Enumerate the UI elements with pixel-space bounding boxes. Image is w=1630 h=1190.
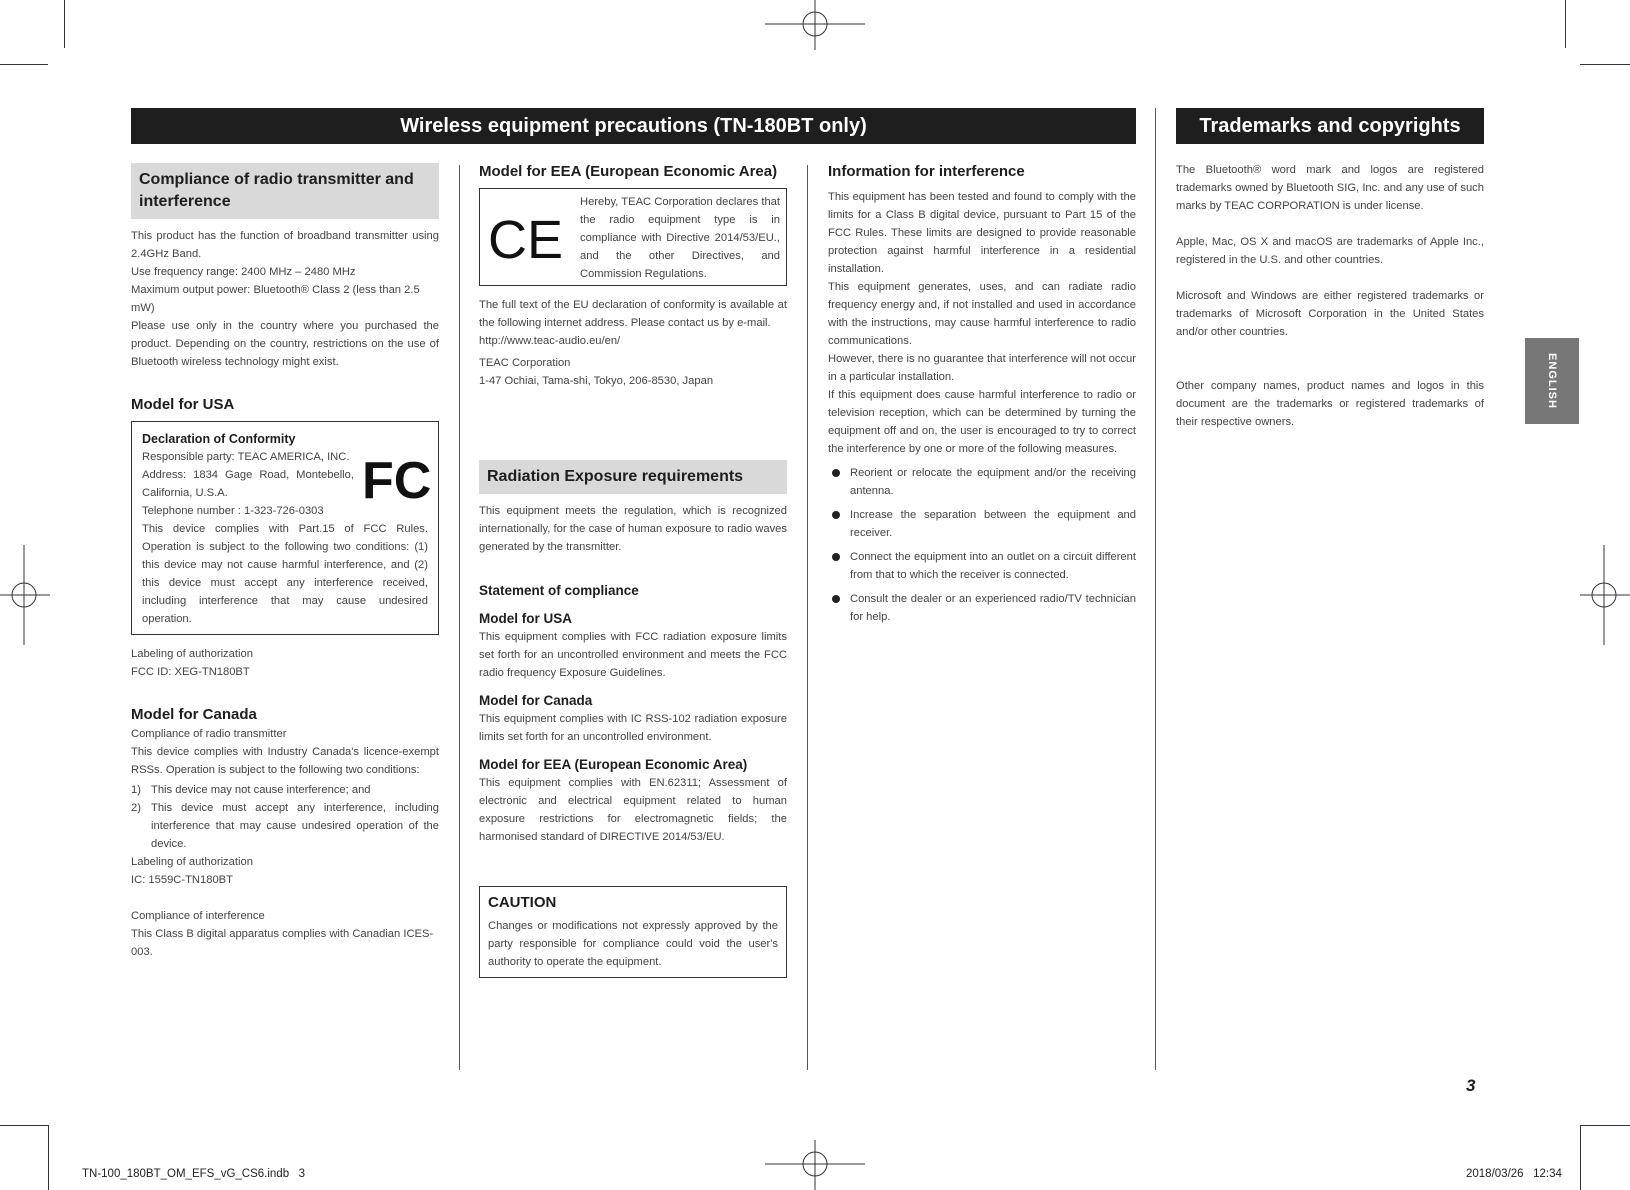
- declaration-box: [131, 421, 439, 635]
- section-title-wireless: Wireless equipment precautions (TN-180BT only): [131, 108, 1136, 144]
- registration-mark-top: [760, 0, 870, 50]
- caution-box: [479, 886, 787, 978]
- column-divider: [807, 165, 808, 1070]
- canada-heading-2: Model for Canada: [479, 693, 593, 708]
- measure-text: Connect the equipment into an outlet on a circuit different from that to which the receiver is connected.: [850, 551, 1136, 581]
- bullet-icon: [832, 553, 840, 561]
- address: Address: 1834 Gage Road, Montebello, California, U.S.A.: [142, 469, 354, 499]
- labeling-authorization-2: Labeling of authorization: [131, 856, 253, 868]
- trademark-apple: Apple, Mac, OS X and macOS are trademarks of Apple Inc., registered in the U.S. and other countries.: [1176, 236, 1484, 266]
- crop-mark: [0, 64, 48, 65]
- list-number: 2): [131, 802, 141, 814]
- radiation-heading: Radiation Exposure requirements: [479, 460, 787, 494]
- measure-text: Reorient or relocate the equipment and/or the receiving antenna.: [850, 467, 1136, 497]
- crop-mark: [1565, 0, 1566, 48]
- telephone: Telephone number : 1-323-726-0303: [142, 505, 324, 517]
- radiation-text: This equipment meets the regulation, which is recognized internationally, for the case of human exposure to radio waves generated by the transmitter.: [479, 505, 787, 553]
- column-divider: [459, 165, 460, 1070]
- trademark-microsoft: Microsoft and Windows are either registered trademarks or trademarks of Microsoft Corporation in the United States and/or other countries.: [1176, 290, 1484, 338]
- footer-timestamp: 2018/03/26 12:34: [1466, 1168, 1562, 1180]
- bullet-icon: [832, 511, 840, 519]
- full-text-note: The full text of the EU declaration of conformity is available at the following internet address. Please contact us by e-mail.: [479, 299, 787, 329]
- fcc-id: FCC ID: XEG-TN180BT: [131, 666, 250, 678]
- fcc-logo-text: FC: [362, 452, 432, 506]
- trademark-other: Other company names, product names and logos in this document are the trademarks or registered trademarks of their respective owners.: [1176, 380, 1484, 428]
- usa-heading-2: Model for USA: [479, 611, 572, 626]
- crop-mark: [64, 0, 65, 48]
- registration-mark-right: [1580, 545, 1630, 645]
- hereby-text: Hereby, TEAC Corporation declares that the radio equipment type is in compliance with Directive 2014/53/EU., and the other Directives, and Commission Regulations.: [580, 196, 780, 280]
- ce-logo-text: CE: [488, 210, 564, 268]
- trademark-bluetooth: The Bluetooth® word mark and logos are registered trademarks owned by Bluetooth SIG, Inc. and any use of such marks by TEAC CORPORATION is under license.: [1176, 164, 1484, 212]
- fcc-complies-text: This device complies with Part.15 of FCC Rules. Operation is subject to the following two conditions: (1) this device may not cause harmful interference, and (2) this device must accept any interference received, including interference that may cause undesired operation.: [142, 523, 428, 625]
- language-tab: [1525, 338, 1579, 424]
- compliance-interference-heading: Compliance of interference: [131, 910, 265, 922]
- interference-p1: This equipment has been tested and found to comply with the limits for a Class B digital device, pursuant to Part 15 of the FCC Rules. These limits are designed to provide reasonable protection against harmful interference in a residential installation.: [828, 191, 1136, 275]
- ce-logo: [486, 193, 572, 283]
- measure-text: Increase the separation between the equipment and receiver.: [850, 509, 1136, 539]
- canada-text: This device complies with Industry Canada's licence-exempt RSSs. Operation is subject to the following two conditions:: [131, 746, 439, 776]
- canada-heading: Model for Canada: [131, 706, 257, 723]
- crop-mark: [1580, 1125, 1581, 1190]
- compliance-heading: Compliance of radio transmitter and interference: [131, 163, 439, 219]
- column-divider: [1155, 108, 1156, 1070]
- interference-heading: Information for interference: [828, 163, 1025, 180]
- please-text: Please use only in the country where you purchased the product. Depending on the country, restrictions on the use of Bluetooth wireless technology might exist.: [131, 320, 439, 368]
- eea-heading-2: Model for EEA (European Economic Area): [479, 757, 748, 772]
- footer-filename: TN-100_180BT_OM_EFS_vG_CS6.indb 3: [82, 1168, 306, 1180]
- ic-id: IC: 1559C-TN180BT: [131, 874, 233, 886]
- section-title-trademarks: Trademarks and copyrights: [1176, 108, 1484, 144]
- responsible-party: Responsible party: TEAC AMERICA, INC.: [142, 451, 350, 463]
- column-4: [1176, 161, 1484, 431]
- caution-heading: CAUTION: [488, 894, 557, 911]
- bullet-icon: [832, 595, 840, 603]
- measure-item: [828, 464, 1136, 500]
- statement-heading: Statement of compliance: [479, 583, 639, 598]
- crop-mark: [0, 1125, 48, 1126]
- interference-p2: This equipment generates, uses, and can radiate radio frequency energy and, if not installed and used in accordance with the instructions, may cause harmful interference to radio communications.: [828, 281, 1136, 347]
- language-tab-label: ENGLISH: [1546, 353, 1558, 409]
- power-text: Maximum output power: Bluetooth® Class 2 (less than 2.5 mW): [131, 284, 420, 314]
- frequency-text: Use frequency range: 2400 MHz – 2480 MHz: [131, 266, 356, 278]
- crop-mark: [48, 1125, 49, 1190]
- list-text: This device may not cause interference; and: [151, 784, 371, 796]
- crop-mark: [1580, 64, 1630, 65]
- measure-item: [828, 590, 1136, 626]
- list-number: 1): [131, 784, 141, 796]
- corporation-address: 1-47 Ochiai, Tama-shi, Tokyo, 206-8530, Japan: [479, 375, 714, 387]
- page-number: 3: [1466, 1076, 1476, 1095]
- fcc-logo: [362, 450, 432, 506]
- usa-radiation-text: This equipment complies with FCC radiation exposure limits set forth for an uncontrolled environment and meets the FCC radio frequency Exposure Guidelines.: [479, 631, 787, 679]
- ce-declaration-box: [479, 188, 787, 286]
- column-2: [479, 162, 787, 978]
- bullet-icon: [832, 469, 840, 477]
- measure-text: Consult the dealer or an experienced radio/TV technician for help.: [850, 593, 1136, 623]
- registration-mark-left: [0, 545, 50, 645]
- declaration-url[interactable]: http://www.teac-audio.eu/en/: [479, 335, 621, 347]
- registration-mark-bottom: [760, 1140, 870, 1190]
- usa-heading: Model for USA: [131, 396, 235, 413]
- intro-text: This product has the function of broadband transmitter using 2.4GHz Band.: [131, 230, 439, 260]
- interference-p3: However, there is no guarantee that interference will not occur in a particular installation.: [828, 353, 1136, 383]
- list-text: This device must accept any interference, including interference that may cause undesired operation of the device.: [151, 802, 439, 850]
- canada-radiation-text: This equipment complies with IC RSS-102 radiation exposure limits set forth for an uncontrolled environment.: [479, 713, 787, 743]
- measure-item: [828, 548, 1136, 584]
- eea-radiation-text: This equipment complies with EN.62311; Assessment of electronic and electrical equipment related to human exposure restrictions for electromagnetic fields; the harmonised standard of DIRECTIVE 2014/53/EU.: [479, 777, 787, 843]
- eea-heading: Model for EEA (European Economic Area): [479, 163, 778, 180]
- interference-p4: If this equipment does cause harmful interference to radio or television reception, which can be determined by turning the equipment off and on, the user is encouraged to try to correct the interference by one or more of the following measures.: [828, 389, 1136, 455]
- compliance-interference-text: This Class B digital apparatus complies with Canadian ICES-003.: [131, 928, 434, 958]
- column-3: [828, 162, 1136, 632]
- labeling-authorization: Labeling of authorization: [131, 648, 253, 660]
- crop-mark: [1580, 1125, 1630, 1126]
- canada-list-item: [131, 799, 439, 853]
- declaration-title: Declaration of Conformity: [142, 432, 296, 446]
- canada-list-item: [131, 781, 439, 799]
- caution-text: Changes or modifications not expressly approved by the party responsible for compliance could void the user's authority to operate the equipment.: [488, 920, 778, 968]
- column-1: [131, 163, 439, 961]
- corporation-name: TEAC Corporation: [479, 357, 571, 369]
- measure-item: [828, 506, 1136, 542]
- canada-sub: Compliance of radio transmitter: [131, 728, 287, 740]
